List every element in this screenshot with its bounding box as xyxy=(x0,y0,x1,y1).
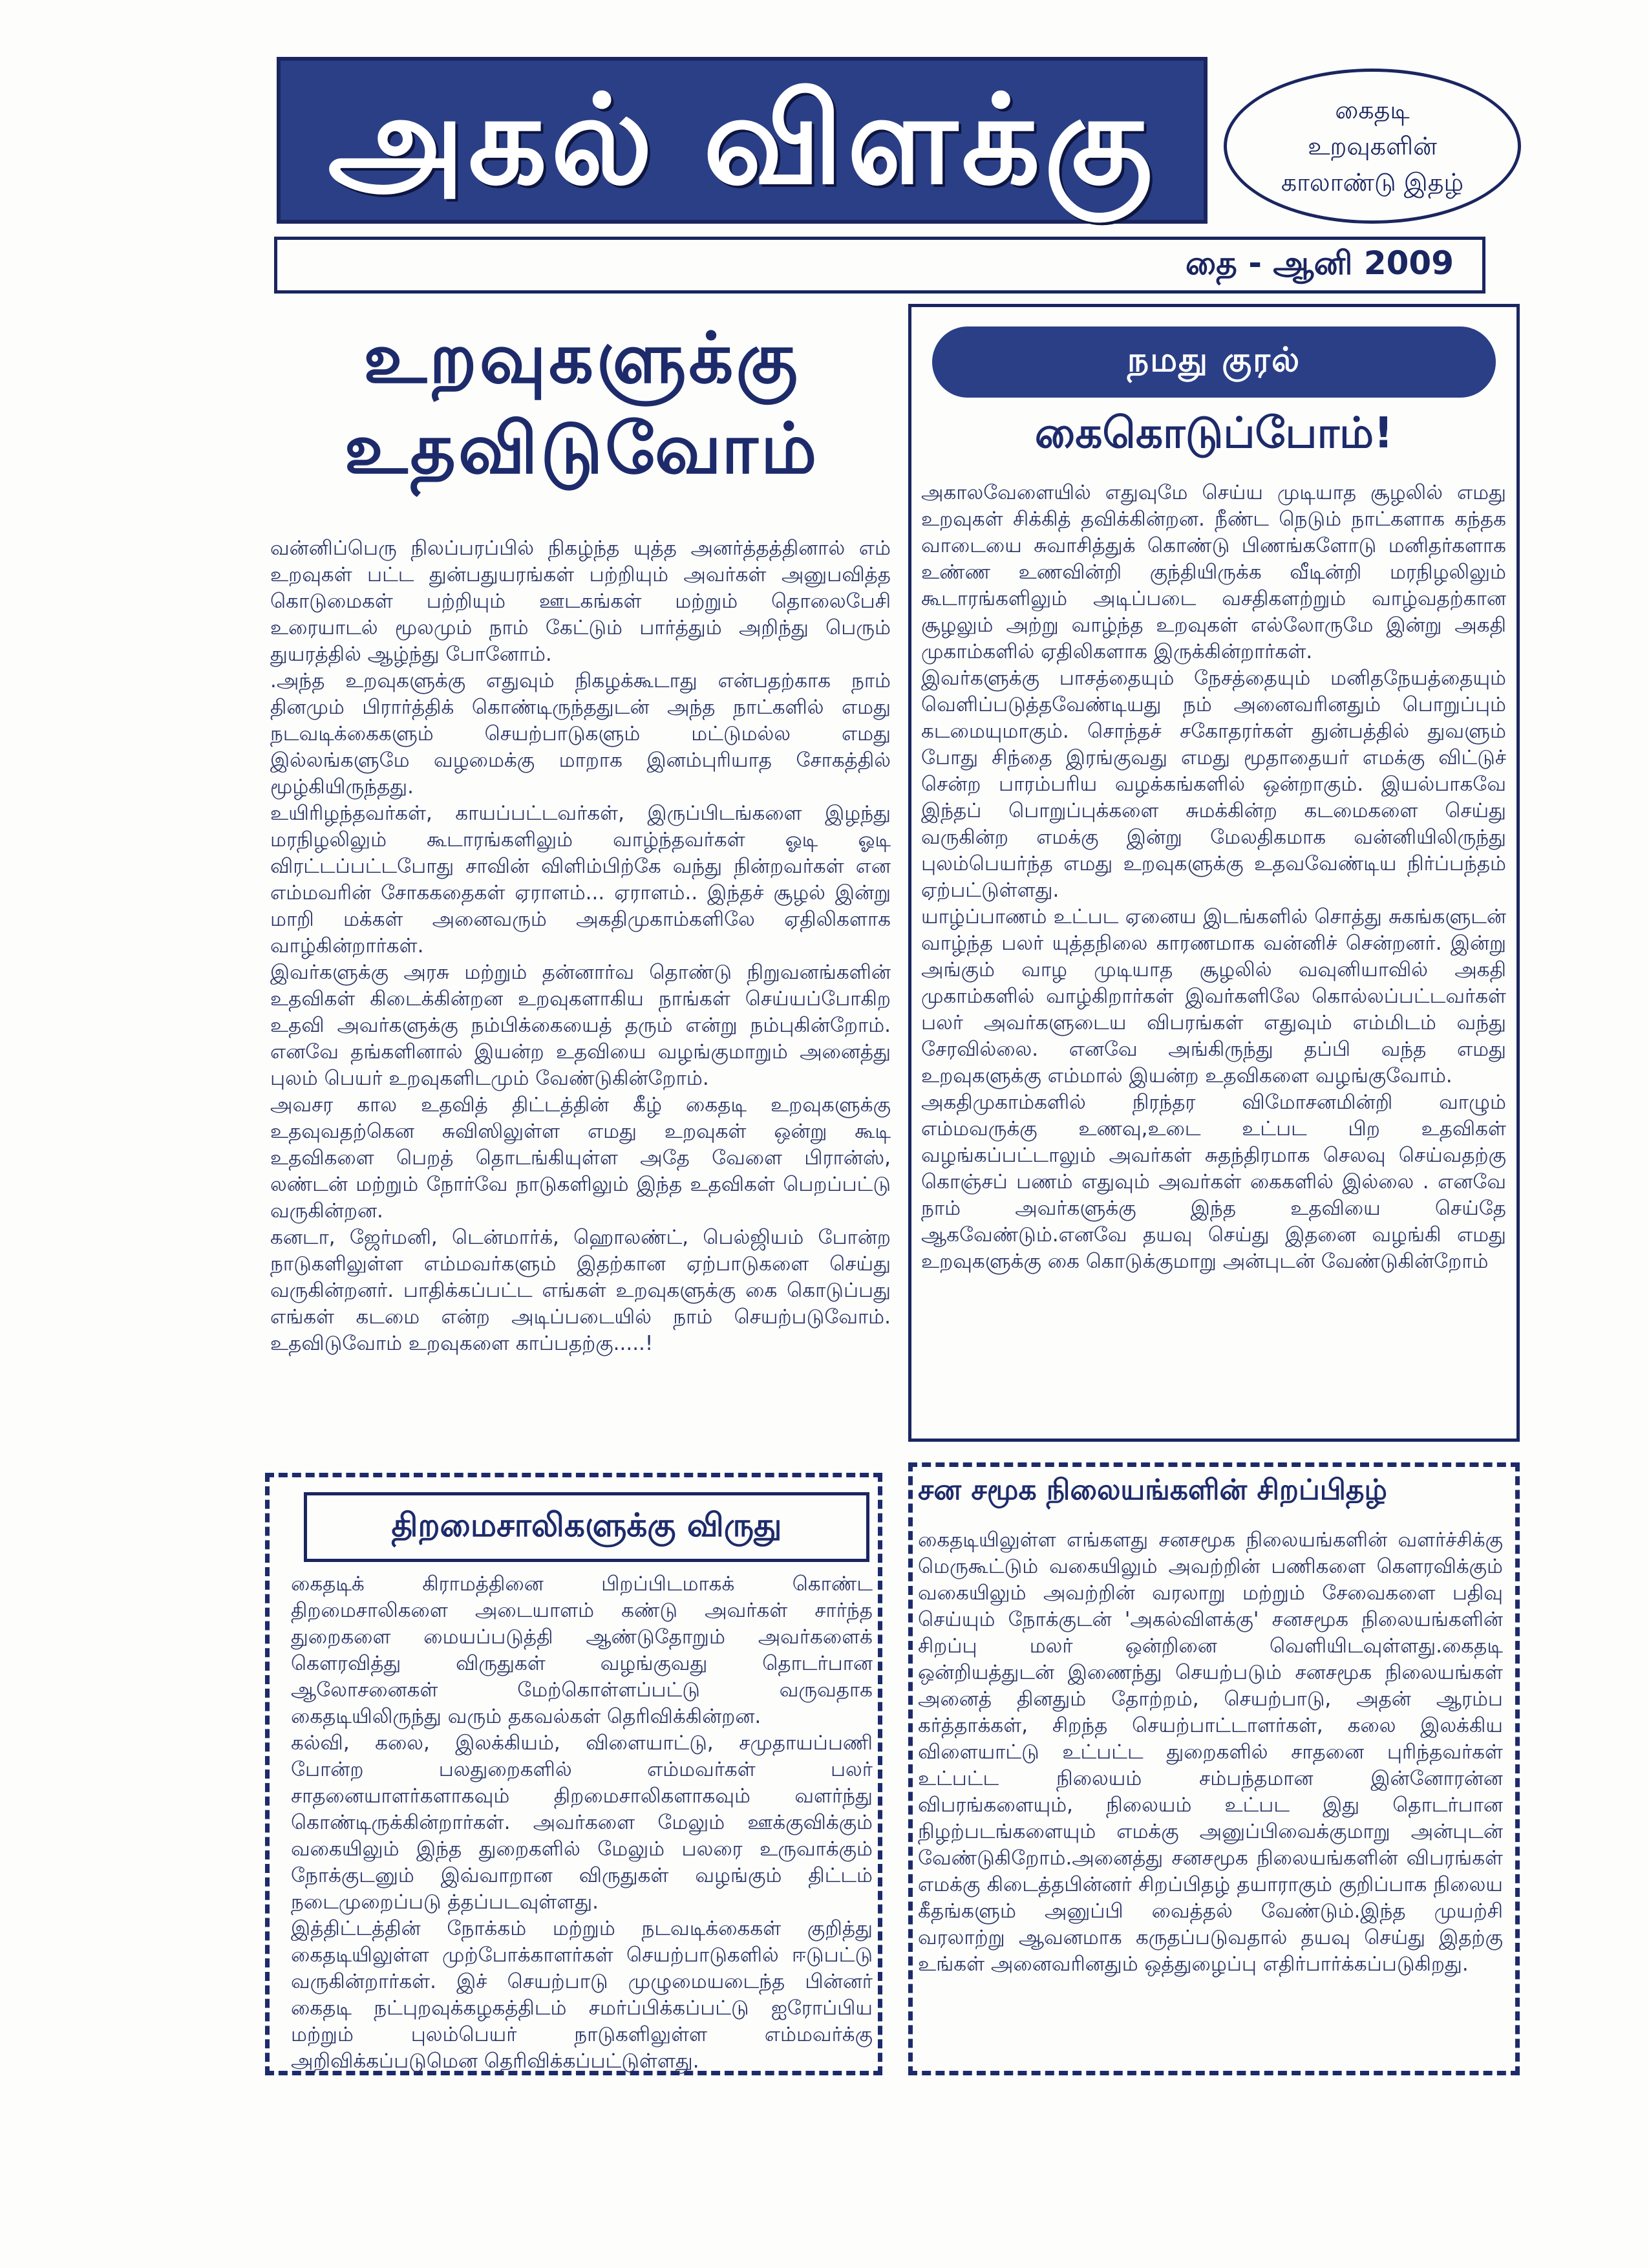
article-paragraph: யாழ்ப்பாணம் உட்பட ஏனைய இடங்களில் சொத்து சுகங்களுடன் வாழ்ந்த பலர் யுத்தநிலை காரணமாக வன்னிச் சென்றனர். இன்று அங்கும் வாழ முடியாத சூழலில் வவுனியாவில் அகதி முகாம்களில் வாழ்கிறார்கள் இவர்களிலே கொல்லப்பட்டவர்கள் பலர் அவர்களுடைய விபரங்கள் எதுவும் எம்மிடம் வந்து சேரவில்லை. எனவே அங்கிருந்து தப்பி வந்த எமது உறவுகளுக்கு எம்மால் இயன்ற உதவிகளை வழங்குவோம். xyxy=(921,905,1506,1087)
headline-line: உதவிடுவோம் xyxy=(344,409,820,489)
article-paragraph: அவசர கால உதவித் திட்டத்தின் கீழ் கைதடி உறவுகளுக்கு உதவுவதற்கென சுவிஸிலுள்ள எமது உறவுகள் ஒன்று கூடி உதவிகளை பெறத் தொடங்கியுள்ள அதே வேளை பிரான்ஸ், லண்டன் மற்றும் நோர்வே நாடுகளிலும் இந்த உதவிகள் பெறப்பட்டு வருகின்றன. xyxy=(270,1093,891,1223)
awards-title-box xyxy=(304,1492,869,1562)
article-paragraph: வன்னிப்பெரு நிலப்பரப்பில் நிகழ்ந்த யுத்த அனர்த்தத்தினால் எம் உறவுகள் பட்ட துன்பதுயரங்கள் பற்றியும் அவர்கள் அனுபவித்த கொடுமைகள் பற்றியும் ஊடகங்கள் மற்றும் தொலைபேசி உரையாடல் மூலமும் நாம் கேட்டும் பார்த்தும் அறிந்து பெரும் துயரத்தில் ஆழ்ந்து போனோம். xyxy=(270,537,891,666)
article-paragraph: அகதிமுகாம்களில் நிரந்தர விமோசனமின்றி வாழும் எம்மவருக்கு உணவு,உடை உட்பட பிற உதவிகள் வழங்கப்பட்டாலும் அவர்கள் சுதந்திரமாக செலவு செய்வதற்கு கொஞ்சப் பணம் எதுவும் அவர்கள் கைகளில் இல்லை . எனவே நாம் அவர்களுக்கு இந்த உதவியை செய்தே ஆகவேண்டும்.எனவே தயவு செய்து இதனை வழங்கி எமது உறவுகளுக்கு கை கொடுக்குமாறு அன்புடன் வேண்டுகின்றோம் xyxy=(921,1091,1506,1273)
our-voice-banner xyxy=(932,326,1496,398)
awards-body xyxy=(291,1571,873,2075)
article-paragraph: இத்திட்டத்தின் நோக்கம் மற்றும் நடவடிக்கைகள் குறித்து கைதடியிலுள்ள முற்போக்காளர்கள் செயற்பாடுகளில் ஈடுபட்டு வருகின்றார்கள். இச் செயற்பாடு முழுமையடைந்த பின்னர் கைதடி நட்புறவுக்கழகத்திடம் சமர்ப்பிக்கப்பட்டு ஐரோப்பிய மற்றும் புலம்பெயர் நாடுகளிலுள்ள எம்மவர்க்கு அறிவிக்கப்படுமென தெரிவிக்கப்பட்டுள்ளது. xyxy=(291,1917,873,2073)
article-paragraph: கல்வி, கலை, இலக்கியம், விளையாட்டு, சமுதாயப்பணி போன்ற பலதுறைகளில் எம்மவர்கள் பலர் சாதனையாளர்களாகவும் திறமைசாலிகளாகவும் வளர்ந்து கொண்டிருக்கின்றார்கள். அவர்களை மேலும் ஊக்குவிக்கும் வகையிலும் இந்த துறைகளில் மேலும் பலரை உருவாக்கும் நோக்குடனும் இவ்வாறான விருதுகள் வழங்கும் திட்டம் நடைமுறைப்படு த்தப்படவுள்ளது. xyxy=(291,1731,873,1914)
headline-line: உறவுகளுக்கு xyxy=(363,318,800,399)
article-paragraph: கைதடிக் கிராமத்தினை பிறப்பிடமாகக் கொண்ட திறமைசாலிகளை அடையாளம் கண்டு அவர்கள் சார்ந்த துறைகளை மையப்படுத்தி ஆண்டுதோறும் அவர்களைக் கௌரவித்து விருதுகள் வழங்குவது தொடர்பான ஆலோசனைகள் மேற்கொள்ளப்பட்டு வருவதாக கைதடியிலிருந்து வரும் தகவல்கள் தெரிவிக்கின்றன. xyxy=(291,1572,873,1728)
publication-title: அகல் விளக்கு xyxy=(328,69,1156,211)
issue-date: தை - ஆனி 2009 xyxy=(1185,244,1454,282)
community-centres-title: சன சமூக நிலையங்களின் சிறப்பிதழ் xyxy=(918,1473,1387,1506)
issue-date-bar xyxy=(274,237,1485,294)
article-paragraph: இவர்களுக்கு அரசு மற்றும் தன்னார்வ தொண்டு நிறுவனங்களின் உதவிகள் கிடைக்கின்றன உறவுகளாகிய நாங்கள் செய்யப்போகிற உதவி அவர்களுக்கு நம்பிக்கையைத் தரும் என்று நம்புகின்றோம். எனவே தங்களினால் இயன்ற உதவியை வழங்குமாறும் அனைத்து புலம் பெயர் உறவுகளிடமும் வேண்டுகின்றோம். xyxy=(270,961,891,1090)
our-voice-body xyxy=(921,480,1506,1275)
article-paragraph: கைதடியிலுள்ள எங்களது சனசமூக நிலையங்களின் வளர்ச்சிக்கு மெருகூட்டும் வகையிலும் அவற்றின் பணிகளை கௌரவிக்கும் வகையிலும் அவற்றின் வரலாறு மற்றும் சேவைகளை பதிவு செய்யும் நோக்குடன் 'அகல்விளக்கு' சனசமூக நிலையங்களின் சிறப்பு மலர் ஒன்றினை வெளியிடவுள்ளது.கைதடி ஒன்றியத்துடன் இணைந்து செயற்படும் சனசமூக நிலையங்கள் அனைத் தினதும் தோற்றம், செயற்பாடு, அதன் ஆரம்ப கர்த்தாக்கள், சிறந்த செயற்பாட்டாளர்கள், கலை இலக்கிய விளையாட்டு உட்பட்ட துறைகளில் சாதனை புரிந்தவர்கள் உட்பட்ட நிலையம் சம்பந்தமான இன்னோரன்ன விபரங்களையும், நிலையம் உட்பட இது தொடர்பான நிழற்படங்களையும் எமக்கு அனுப்பிவைக்குமாறு அன்புடன் வேண்டுகிறோம்.அனைத்து சனசமூக நிலையங்களின் விபரங்கள் எமக்கு கிடைத்தபின்னர் சிறப்பிதழ் தயாராகும் குறிப்பாக நிலைய கீதங்களும் அனுப்பி வைத்தல் வேண்டும்.இந்த முயற்சி வரலாற்று ஆவனமாக கருதப்படுவதால் தயவு செய்து இதற்கு உங்கள் அனைவரினதும் ஒத்துழைப்பு எதிர்பார்க்கப்படுகிறது. xyxy=(918,1528,1503,1976)
article-paragraph: இவர்களுக்கு பாசத்தையும் நேசத்தையும் மனிதநேயத்தையும் வெளிப்படுத்தவேண்டியது நம் அனைவரினதும் பொறுப்பும் கடமையுமாகும். சொந்தச் சகோதரர்கள் துன்பத்தில் துவளும் போது சிந்தை இரங்குவது எமது மூதாதையர் எமக்கு விட்டுச் சென்ற பாரம்பரிய வழக்கங்களில் ஒன்றாகும். இயல்பாகவே இந்தப் பொறுப்புக்களை சுமக்கின்ற கடமைகளை செய்து வருகின்ற எமக்கு இன்று மேலதிகமாக வன்னியிலிருந்து புலம்பெயர்ந்த எமது உறவுகளுக்கு உதவவேண்டிய நிர்ப்பந்தம் ஏற்பட்டுள்ளது. xyxy=(921,667,1506,902)
article-paragraph: .அந்த உறவுகளுக்கு எதுவும் நிகழக்கூடாது என்பதற்காக நாம் தினமும் பிரார்த்திக் கொண்டிருந்ததுடன் அந்த நாட்களில் எமது நடவடிக்கைகளும் செயற்பாடுகளும் மட்டுமல்ல எமது இல்லங்களுமே வழமைக்கு மாறாக இனம்புரியாத சோகத்தில் மூழ்கியிருந்தது. xyxy=(270,669,891,798)
subtitle-oval xyxy=(1224,69,1521,224)
main-headline xyxy=(259,314,905,495)
awards-title: திறமைசாலிகளுக்கு விருது xyxy=(391,1506,782,1544)
masthead xyxy=(277,57,1207,224)
main-article-body xyxy=(270,535,891,1357)
article-paragraph: அகாலவேளையில் எதுவுமே செய்ய முடியாத சூழலில் எமது உறவுகள் சிக்கித் தவிக்கின்றன. நீண்ட நெடும் நாட்களாக கந்தக வாடையை சுவாசித்துக் கொண்டு பிணங்களோடு மனிதர்களாக உண்ண உணவின்றி குந்தியிருக்க வீடின்றி மரநிழலிலும் கூடாரங்களிலும் அடிப்படை வசதிகளற்றும் வாழ்வதற்கான சூழலும் அற்று வாழ்ந்த உறவுகள் எல்லோருமே இன்று அகதி முகாம்களில் ஏதிலிகளாக இருக்கின்றார்கள். xyxy=(921,481,1506,663)
article-paragraph: உயிரிழந்தவர்கள், காயப்பட்டவர்கள், இருப்பிடங்களை இழந்து மரநிழலிலும் கூடாரங்களிலும் வாழ்ந்தவர்கள் ஓடி ஓடி விரட்டப்பட்டபோது சாவின் விளிம்பிற்கே வந்து நின்றவர்கள் என எம்மவரின் சோககதைகள் ஏராளம்... ஏராளம்.. இந்தச் சூழல் இன்று மாறி மக்கள் அனைவரும் அகதிமுகாம்களிலே ஏதிலிகளாக வாழ்கின்றார்கள். xyxy=(270,802,891,957)
subtitle-line: காலாண்டு இதழ் xyxy=(1281,168,1464,197)
article-paragraph: கனடா, ஜேர்மனி, டென்மார்க், ஹொலண்ட், பெல்ஜியம் போன்ற நாடுகளிலுள்ள எம்மவர்களும் இதற்கான ஏற்பாடுகளை செய்து வருகின்றனர். பாதிக்கப்பட்ட எங்கள் உறவுகளுக்கு கை கொடுப்பது எங்கள் கடமை என்ற அடிப்படையில் நாம் செயற்படுவோம். உதவிடுவோம் உறவுகளை காப்பதற்கு.....! xyxy=(270,1226,891,1355)
our-voice-heading: கைகொடுப்போம்! xyxy=(1034,408,1394,458)
subtitle-line: கைதடி xyxy=(1335,96,1410,124)
community-centres-body xyxy=(918,1527,1503,1978)
subtitle-line: உறவுகளின் xyxy=(1308,132,1437,160)
our-voice-banner-text: நமது குரல் xyxy=(1127,340,1301,380)
